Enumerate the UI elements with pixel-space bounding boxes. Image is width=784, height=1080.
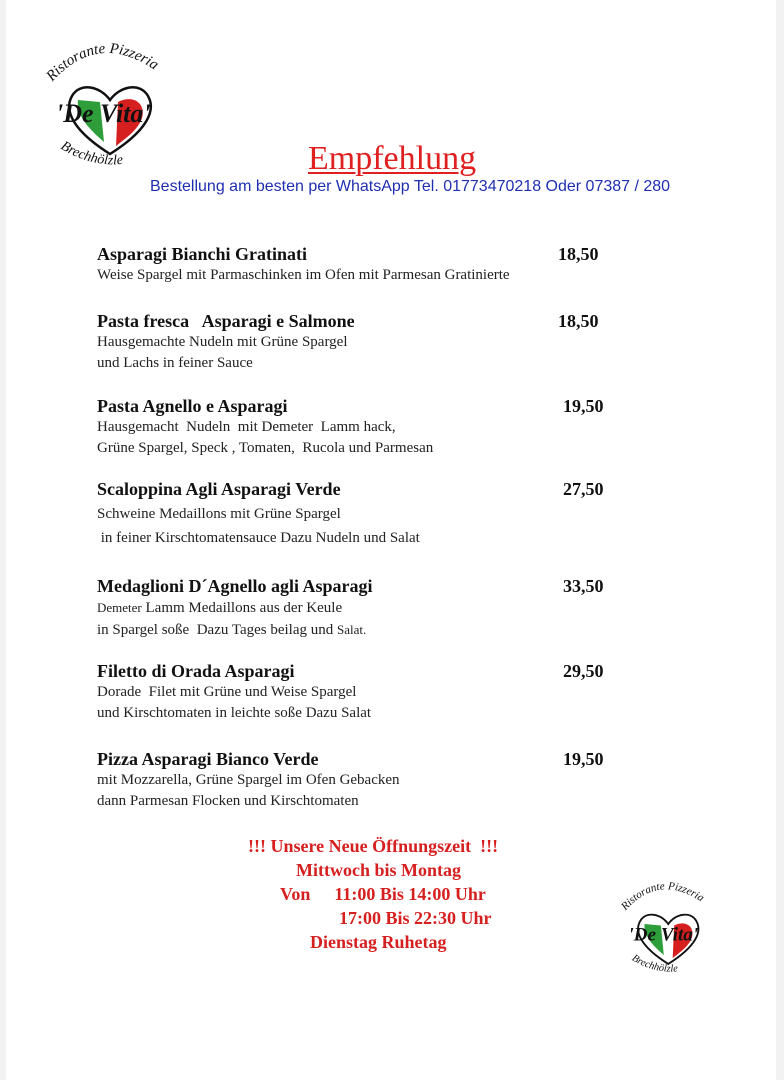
opening-hours-heading: !!! Unsere Neue Öffnungszeit !!! — [248, 836, 499, 856]
menu-item-description-part: in Spargel soße Dazu Tages beilag und — [97, 622, 338, 638]
menu-item-price: 18,50 — [558, 244, 599, 264]
opening-hours-days: Mittwoch bis Montag — [296, 860, 461, 880]
logo-arc-bottom: Brechhölzle — [57, 138, 124, 169]
menu-item-description: Schweine Medaillons mit Grüne Spargel — [97, 506, 341, 522]
whatsapp-order-note: Bestellung am besten per WhatsApp Tel. 01773470218 Oder 07387 / 280 — [150, 178, 671, 195]
menu-item-description: dann Parmesan Flocken und Kirschtomaten — [97, 793, 359, 809]
menu-item-description-part: Lamm Medaillons aus der Keule — [141, 600, 343, 616]
menu-item-name: Pasta Agnello e Asparagi — [97, 396, 288, 416]
logo-name: 'De Vita' — [56, 99, 151, 128]
menu-item-price: 27,50 — [563, 479, 604, 499]
page-title: Empfehlung — [308, 140, 477, 177]
logo-name: 'De Vita' — [628, 924, 699, 946]
menu-item — [97, 396, 617, 459]
menu-item-name: Pasta fresca Asparagi e Salmone — [97, 311, 355, 331]
menu-item — [97, 311, 617, 374]
menu-item-price: 19,50 — [563, 396, 604, 416]
menu-item-description: Weise Spargel mit Parmaschinken im Ofen mit Parmesan Gratinierte — [97, 267, 510, 283]
opening-hours-dinner-time: 17:00 Bis 22:30 Uhr — [339, 908, 492, 928]
menu-item-description — [97, 619, 617, 641]
menu-item-price: 33,50 — [563, 576, 604, 596]
menu-item-description: Hausgemachte Nudeln mit Grüne Spargel — [97, 334, 348, 350]
menu-item — [97, 576, 617, 641]
menu-item-name: Filetto di Orada Asparagi — [97, 661, 295, 681]
menu-item-name: Pizza Asparagi Bianco Verde — [97, 749, 319, 769]
menu-item-name: Medaglioni D´Agnello agli Asparagi — [97, 576, 373, 596]
opening-hours-from-label: Von — [280, 884, 311, 904]
menu-item-description: und Kirschtomaten in leichte soße Dazu Salat — [97, 705, 372, 721]
menu-item-price: 19,50 — [563, 749, 604, 769]
menu-item-description: und Lachs in feiner Sauce — [97, 355, 253, 371]
opening-hours-lunch-time: 11:00 Bis 14:00 Uhr — [334, 884, 486, 904]
menu-item — [97, 661, 617, 724]
menu-item-description: mit Mozzarella, Grüne Spargel im Ofen Gebacken — [97, 772, 400, 788]
menu-item-description: in feiner Kirschtomatensauce Dazu Nudeln und Salat — [97, 530, 420, 546]
menu-item — [97, 749, 617, 812]
menu-item-price: 29,50 — [563, 661, 604, 681]
menu-item-name: Scaloppina Agli Asparagi Verde — [97, 479, 341, 499]
opening-hours — [246, 834, 546, 954]
menu-item-name: Asparagi Bianchi Gratinati — [97, 244, 308, 264]
opening-hours-lunch — [280, 882, 546, 906]
restaurant-logo-small — [618, 872, 720, 982]
menu-item-description — [97, 597, 617, 619]
logo-arc-bottom: Brechhölzle — [629, 952, 679, 975]
menu-item-price: 18,50 — [558, 311, 599, 331]
menu-item — [97, 244, 617, 286]
menu-item-description: Dorade Filet mit Grüne und Weise Spargel — [97, 684, 357, 700]
opening-hours-closed-day: Dienstag Ruhetag — [310, 932, 447, 952]
menu-item-description-part: Demeter — [97, 600, 142, 615]
menu-item-description: Hausgemacht Nudeln mit Demeter Lamm hack, — [97, 419, 396, 435]
logo-arc-top: Ristorante Pizzeria — [618, 880, 707, 913]
menu-page — [6, 0, 776, 1080]
restaurant-logo — [42, 30, 180, 178]
logo-arc-top: Ristorante Pizzeria — [43, 40, 162, 85]
menu-item — [97, 479, 617, 550]
menu-item-description-part: Salat. — [337, 622, 367, 637]
menu-item-description: Grüne Spargel, Speck , Tomaten, Rucola und Parmesan — [97, 440, 434, 456]
